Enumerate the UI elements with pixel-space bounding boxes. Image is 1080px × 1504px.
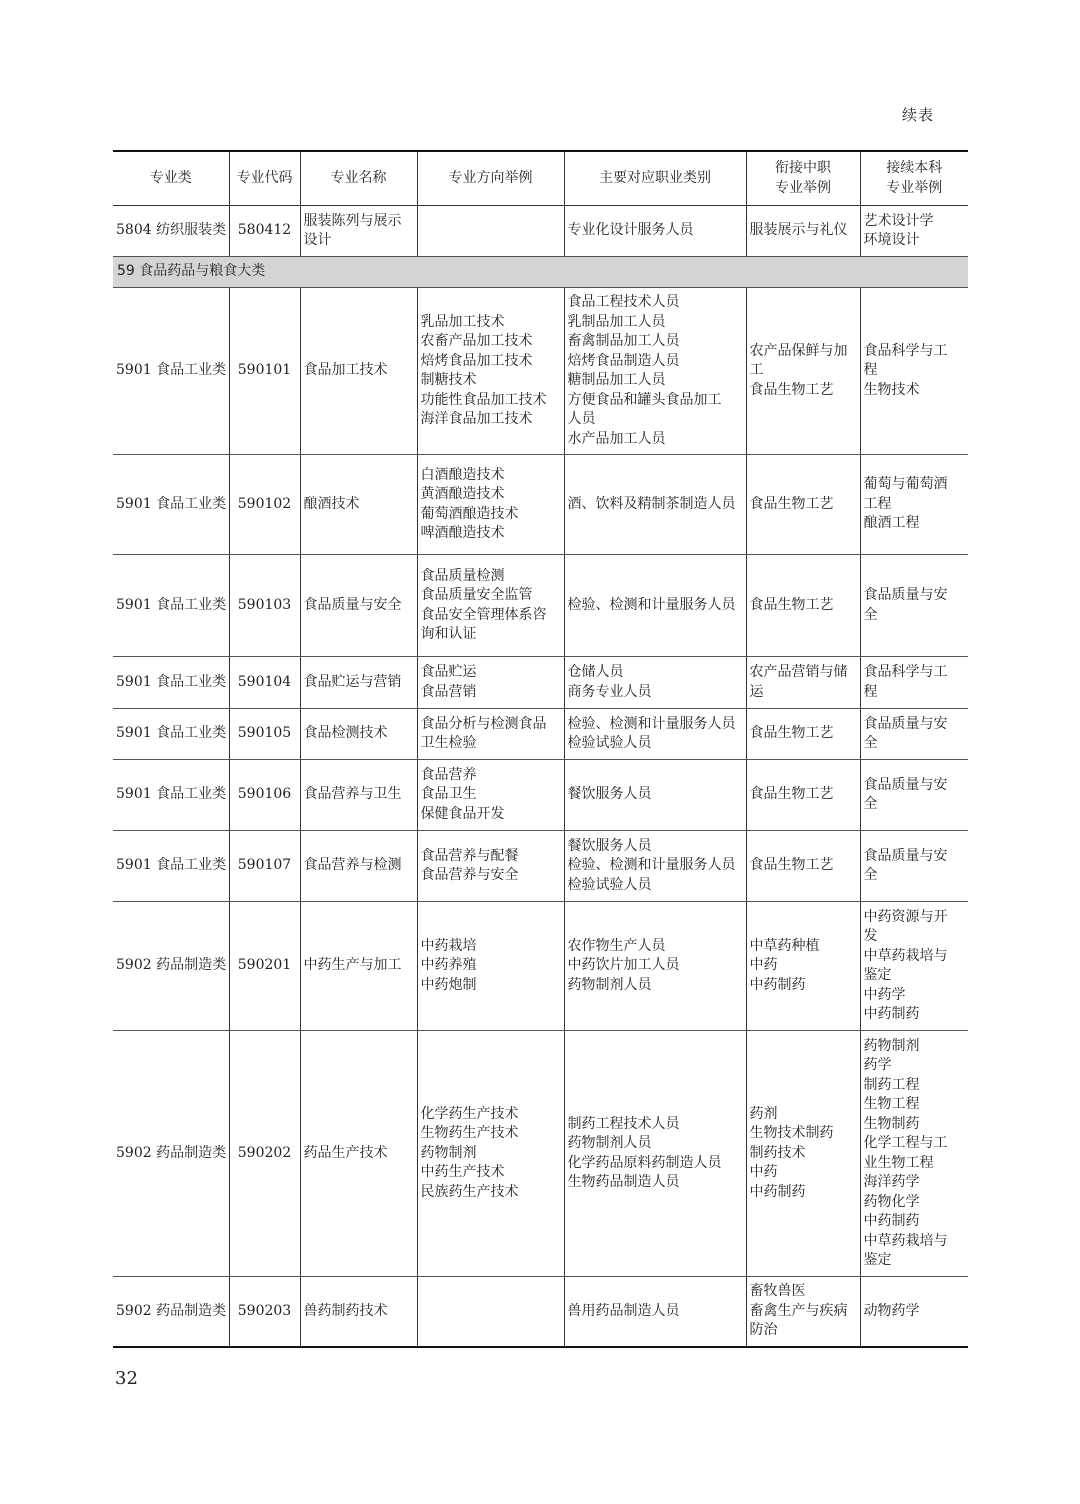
cell-undergrad <box>860 760 968 831</box>
cell-line: 生物制药 <box>863 1115 920 1132</box>
cell-line: 生物药品制造人员 <box>567 1174 680 1190</box>
cell-line: 商务专业人员 <box>567 683 652 700</box>
cell-line: 农产品营销与储 <box>749 664 848 680</box>
cell-line: 工 <box>749 362 764 379</box>
cell-line: 药物制剂人员 <box>567 976 652 993</box>
cell-undergrad <box>860 206 968 257</box>
cell-line: 糖制品加工人员 <box>567 372 666 388</box>
cell-line: 中药制药 <box>863 1006 920 1022</box>
header-name: 专业名称 <box>300 151 417 206</box>
cell-line: 食品卫生 <box>420 786 477 803</box>
cell-line: 全 <box>863 735 878 751</box>
cell-direction <box>417 206 564 257</box>
cell-line: 民族药生产技术 <box>420 1183 519 1200</box>
cell-line: 防治 <box>749 1322 778 1338</box>
cell-code: 590102 <box>229 455 300 555</box>
cell-line: 中药 <box>749 957 778 974</box>
cell-code: 590104 <box>229 657 300 709</box>
header-undergrad-line: 接续本科 <box>886 160 943 176</box>
cell-occupation <box>564 1277 746 1347</box>
cell-line: 艺术设计学 <box>863 212 934 229</box>
cell-category: 5901 食品工业类 <box>113 831 229 902</box>
section-title: 59 食品药品与粮食大类 <box>113 257 968 288</box>
cell-line: 化学药品原料药制造人员 <box>567 1154 722 1171</box>
cell-line: 生物药生产技术 <box>420 1125 519 1142</box>
cell-category: 5902 药品制造类 <box>113 1277 229 1347</box>
cell-line: 食品质量安全监管 <box>420 587 533 603</box>
cell-occupation <box>564 1031 746 1277</box>
header-occupation: 主要对应职业类别 <box>564 151 746 206</box>
cell-line: 制药工程 <box>863 1076 920 1093</box>
cell-line: 药物制剂 <box>863 1037 920 1054</box>
cell-code: 590103 <box>229 555 300 657</box>
cell-line: 食品分析与检测食品 <box>420 715 547 732</box>
cell-line: 方便食品和罐头食品加工 <box>567 391 722 408</box>
section-row <box>113 257 968 288</box>
cell-line: 食品科学与工 <box>863 342 948 359</box>
table-row <box>113 555 968 657</box>
cell-line: 食品生物工艺 <box>749 725 834 742</box>
cell-line: 餐饮服务人员 <box>567 837 652 854</box>
cell-code: 580412 <box>229 206 300 257</box>
cell-undergrad <box>860 709 968 760</box>
cell-category: 5901 食品工业类 <box>113 455 229 555</box>
cell-line: 中药制药 <box>749 976 806 993</box>
cell-line: 食品营养与配餐 <box>420 847 519 864</box>
specialty-table <box>113 150 968 1348</box>
cell-line: 食品安全管理体系咨 <box>420 606 547 623</box>
cell-category: 5901 食品工业类 <box>113 555 229 657</box>
cell-name: 兽药制药技术 <box>300 1277 417 1347</box>
cell-undergrad <box>860 288 968 455</box>
cell-secondary <box>746 760 860 831</box>
cell-occupation <box>564 760 746 831</box>
cell-line: 食品质量与安 <box>863 715 948 732</box>
cell-line: 药物制剂 <box>420 1144 477 1161</box>
cell-direction <box>417 657 564 709</box>
cell-line: 食品生物工艺 <box>749 857 834 874</box>
table-row <box>113 455 968 555</box>
cell-line: 程 <box>863 362 878 379</box>
cell-line: 生物技术 <box>863 381 920 398</box>
header-secondary-line: 衔接中职 <box>775 160 831 176</box>
cell-name: 酿酒技术 <box>300 455 417 555</box>
cell-secondary <box>746 831 860 902</box>
cell-line: 中药 <box>749 1164 778 1181</box>
cell-secondary <box>746 206 860 257</box>
table-row <box>113 657 968 709</box>
cell-line: 酒、饮料及精制茶制造人员 <box>567 495 736 512</box>
cell-code: 590201 <box>229 902 300 1031</box>
cell-line: 海洋药学 <box>863 1174 920 1190</box>
cell-name: 食品贮运与营销 <box>300 657 417 709</box>
continued-label: 续表 <box>901 106 934 124</box>
cell-line: 生物技术制药 <box>749 1125 834 1142</box>
header-secondary-line: 专业举例 <box>775 179 831 196</box>
cell-category: 5902 药品制造类 <box>113 1031 229 1277</box>
cell-direction <box>417 831 564 902</box>
cell-line: 白酒酿造技术 <box>420 466 505 483</box>
cell-name: 食品检测技术 <box>300 709 417 760</box>
cell-direction <box>417 455 564 555</box>
cell-line: 中药制药 <box>749 1183 806 1200</box>
cell-secondary <box>746 555 860 657</box>
cell-line: 食品工程技术人员 <box>567 294 680 310</box>
cell-line: 专业化设计服务人员 <box>567 222 694 239</box>
cell-line: 焙烤食品制造人员 <box>567 352 680 369</box>
cell-name: 中药生产与加工 <box>300 902 417 1031</box>
cell-line: 畜牧兽医 <box>749 1283 806 1299</box>
table-row <box>113 709 968 760</box>
cell-line: 食品营销 <box>420 683 477 700</box>
cell-line: 制糖技术 <box>420 372 477 388</box>
cell-line: 保健食品开发 <box>420 805 505 822</box>
cell-line: 中药栽培 <box>420 937 477 954</box>
cell-line: 卫生检验 <box>420 735 477 751</box>
table-row <box>113 1031 968 1277</box>
table-row <box>113 831 968 902</box>
cell-line: 环境设计 <box>863 232 920 248</box>
cell-line: 葡萄酒酿造技术 <box>420 505 519 522</box>
cell-line: 食品生物工艺 <box>749 495 834 512</box>
header-secondary <box>746 151 860 206</box>
cell-line: 食品质量检测 <box>420 567 505 584</box>
cell-code: 590101 <box>229 288 300 455</box>
cell-line: 运 <box>749 683 764 700</box>
cell-line: 程 <box>863 683 878 700</box>
cell-line: 啤酒酿造技术 <box>420 525 505 541</box>
cell-name: 食品质量与安全 <box>300 555 417 657</box>
cell-line: 葡萄与葡萄酒 <box>863 476 948 493</box>
cell-category: 5901 食品工业类 <box>113 657 229 709</box>
cell-line: 食品生物工艺 <box>749 786 834 803</box>
cell-line: 化学工程与工 <box>863 1135 948 1151</box>
cell-direction <box>417 288 564 455</box>
cell-undergrad <box>860 1031 968 1277</box>
cell-line: 业生物工程 <box>863 1154 934 1171</box>
cell-occupation <box>564 831 746 902</box>
cell-line: 动物药学 <box>863 1302 920 1319</box>
cell-line: 检验试验人员 <box>567 735 652 751</box>
cell-line: 药物化学 <box>863 1193 920 1210</box>
cell-occupation <box>564 657 746 709</box>
cell-undergrad <box>860 902 968 1031</box>
cell-line: 中草药栽培与 <box>863 1232 948 1249</box>
cell-name: 服装陈列与展示设计 <box>300 206 417 257</box>
cell-line: 中药制药 <box>863 1213 920 1229</box>
cell-line: 中药资源与开 <box>863 908 948 925</box>
cell-direction <box>417 709 564 760</box>
cell-name: 药品生产技术 <box>300 1031 417 1277</box>
cell-line: 农产品保鲜与加 <box>749 342 848 359</box>
cell-name: 食品加工技术 <box>300 288 417 455</box>
cell-line: 农作物生产人员 <box>567 937 666 954</box>
cell-line: 鉴定 <box>863 967 892 983</box>
cell-name: 食品营养与检测 <box>300 831 417 902</box>
cell-undergrad <box>860 1277 968 1347</box>
cell-line: 乳品加工技术 <box>420 313 505 330</box>
cell-occupation <box>564 288 746 455</box>
cell-line: 检验试验人员 <box>567 876 652 893</box>
cell-line: 食品质量与安 <box>863 847 948 864</box>
cell-direction <box>417 1031 564 1277</box>
cell-line: 中草药种植 <box>749 937 820 954</box>
cell-line: 药剂 <box>749 1105 778 1122</box>
cell-category: 5902 药品制造类 <box>113 902 229 1031</box>
cell-occupation <box>564 555 746 657</box>
table-row <box>113 288 968 455</box>
cell-code: 590107 <box>229 831 300 902</box>
cell-code: 590105 <box>229 709 300 760</box>
cell-secondary <box>746 657 860 709</box>
cell-line: 药物制剂人员 <box>567 1135 652 1151</box>
cell-line: 全 <box>863 606 878 623</box>
header-undergrad-line: 专业举例 <box>886 179 943 196</box>
cell-line: 全 <box>863 867 878 883</box>
cell-undergrad <box>860 455 968 555</box>
cell-line: 畜禽制品加工人员 <box>567 333 680 349</box>
cell-line: 中药学 <box>863 986 906 1003</box>
cell-line: 餐饮服务人员 <box>567 786 652 803</box>
cell-line: 食品贮运 <box>420 664 477 680</box>
cell-secondary <box>746 455 860 555</box>
cell-category: 5804 纺织服装类 <box>113 206 229 257</box>
cell-occupation <box>564 206 746 257</box>
header-code: 专业代码 <box>229 151 300 206</box>
cell-direction <box>417 1277 564 1347</box>
cell-line: 食品营养与安全 <box>420 867 519 883</box>
table-row <box>113 1277 968 1347</box>
cell-line: 功能性食品加工技术 <box>420 391 547 408</box>
cell-line: 黄酒酿造技术 <box>420 486 505 502</box>
page-number: 32 <box>115 1368 138 1389</box>
cell-line: 食品质量与安 <box>863 587 948 603</box>
table-row <box>113 206 968 257</box>
cell-line: 仓储人员 <box>567 664 624 680</box>
cell-line: 人员 <box>567 411 596 427</box>
cell-line: 畜禽生产与疾病 <box>749 1302 848 1319</box>
cell-secondary <box>746 288 860 455</box>
table-row <box>113 760 968 831</box>
cell-category: 5901 食品工业类 <box>113 760 229 831</box>
cell-line: 酿酒工程 <box>863 515 920 532</box>
cell-code: 590106 <box>229 760 300 831</box>
cell-line: 焙烤食品加工技术 <box>420 352 533 369</box>
header-direction: 专业方向举例 <box>417 151 564 206</box>
cell-secondary <box>746 1277 860 1347</box>
cell-line: 工程 <box>863 495 892 512</box>
cell-line: 农畜产品加工技术 <box>420 333 533 349</box>
cell-code: 590203 <box>229 1277 300 1347</box>
cell-line: 鉴定 <box>863 1252 892 1268</box>
cell-direction <box>417 555 564 657</box>
cell-line: 生物工程 <box>863 1096 920 1112</box>
cell-line: 食品科学与工 <box>863 664 948 680</box>
cell-code: 590202 <box>229 1031 300 1277</box>
cell-line: 食品营养 <box>420 766 477 783</box>
cell-occupation <box>564 709 746 760</box>
cell-line: 制药工程技术人员 <box>567 1115 680 1132</box>
cell-line: 中药炮制 <box>420 976 477 993</box>
cell-line: 中药养殖 <box>420 957 477 974</box>
cell-line: 食品生物工艺 <box>749 381 834 398</box>
cell-category: 5901 食品工业类 <box>113 709 229 760</box>
cell-line: 药学 <box>863 1057 892 1073</box>
header-undergrad <box>860 151 968 206</box>
cell-line: 全 <box>863 796 878 812</box>
cell-category: 5901 食品工业类 <box>113 288 229 455</box>
cell-line: 中药生产技术 <box>420 1164 505 1181</box>
cell-secondary <box>746 1031 860 1277</box>
header-category: 专业类 <box>113 151 229 206</box>
table-row <box>113 902 968 1031</box>
cell-line: 检验、检测和计量服务人员 <box>567 715 736 732</box>
cell-line: 化学药生产技术 <box>420 1105 519 1122</box>
cell-direction <box>417 902 564 1031</box>
header-row <box>113 151 968 206</box>
cell-line: 海洋食品加工技术 <box>420 411 533 427</box>
cell-occupation <box>564 455 746 555</box>
cell-line: 服装展示与礼仪 <box>749 222 848 239</box>
cell-line: 发 <box>863 928 878 944</box>
cell-line: 兽用药品制造人员 <box>567 1302 680 1319</box>
cell-line: 中药饮片加工人员 <box>567 957 680 974</box>
cell-secondary <box>746 902 860 1031</box>
cell-occupation <box>564 902 746 1031</box>
cell-line: 水产品加工人员 <box>567 430 666 447</box>
cell-line: 食品生物工艺 <box>749 596 834 613</box>
cell-name: 食品营养与卫生 <box>300 760 417 831</box>
cell-undergrad <box>860 555 968 657</box>
cell-line: 食品质量与安 <box>863 776 948 793</box>
cell-direction <box>417 760 564 831</box>
cell-secondary <box>746 709 860 760</box>
cell-line: 询和认证 <box>420 626 477 642</box>
cell-line: 检验、检测和计量服务人员 <box>567 857 736 874</box>
cell-undergrad <box>860 831 968 902</box>
cell-line: 检验、检测和计量服务人员 <box>567 596 736 613</box>
cell-line: 乳制品加工人员 <box>567 313 666 330</box>
cell-line: 中草药栽培与 <box>863 947 948 964</box>
cell-line: 制药技术 <box>749 1144 806 1161</box>
cell-undergrad <box>860 657 968 709</box>
